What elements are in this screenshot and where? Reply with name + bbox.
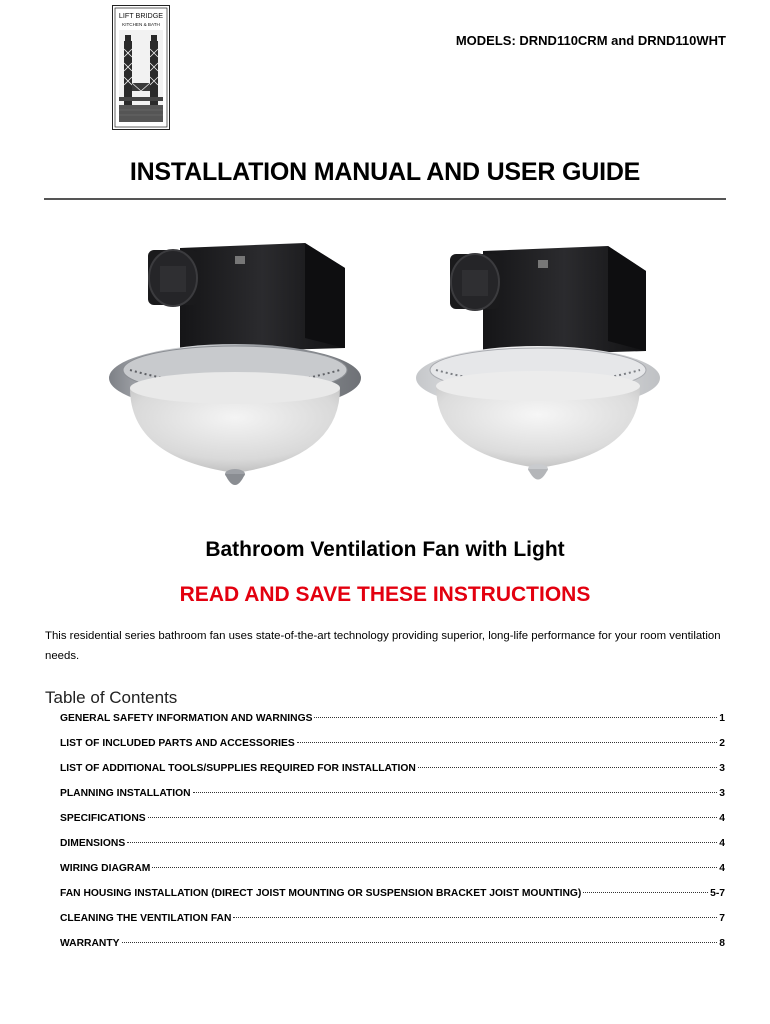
toc-entry[interactable] <box>60 788 725 813</box>
toc-entry-label: PLANNING INSTALLATION <box>60 788 191 799</box>
fan-image-white <box>408 236 670 501</box>
toc-leader <box>418 767 717 768</box>
title-divider <box>44 198 726 200</box>
toc-entry-label: CLEANING THE VENTILATION FAN <box>60 913 232 924</box>
toc-entry[interactable] <box>60 813 725 838</box>
toc-entry-page: 3 <box>719 763 725 774</box>
toc-entry[interactable] <box>60 863 725 888</box>
toc-entry-page: 4 <box>719 863 725 874</box>
table-of-contents <box>60 713 725 963</box>
toc-entry[interactable] <box>60 938 725 963</box>
models-label: MODELS: DRND110CRM and DRND110WHT <box>455 33 726 48</box>
save-instructions-warning: READ AND SAVE THESE INSTRUCTIONS <box>179 583 591 606</box>
toc-entry-page: 3 <box>719 788 725 799</box>
toc-entry[interactable] <box>60 763 725 788</box>
toc-entry-page: 1 <box>719 713 725 724</box>
toc-entry-label: LIST OF ADDITIONAL TOOLS/SUPPLIES REQUIRED FOR INSTALLATION <box>60 763 416 774</box>
toc-entry-label: FAN HOUSING INSTALLATION (DIRECT JOIST MOUNTING OR SUSPENSION BRACKET JOIST MOUNTING) <box>60 888 582 899</box>
toc-leader <box>193 792 718 793</box>
toc-entry-label: GENERAL SAFETY INFORMATION AND WARNINGS <box>60 713 313 724</box>
toc-leader <box>122 942 718 943</box>
toc-entry[interactable] <box>60 913 725 938</box>
toc-entry-page: 4 <box>719 813 725 824</box>
toc-entry-label: WARRANTY <box>60 938 120 949</box>
logo-text-line1: LIFT BRIDGE <box>118 11 164 20</box>
toc-leader <box>314 717 717 718</box>
toc-entry-page: 5-7 <box>710 888 725 899</box>
toc-entry-page: 7 <box>719 913 725 924</box>
toc-leader <box>233 917 717 918</box>
fan-image-chrome <box>100 228 370 503</box>
document-title: INSTALLATION MANUAL AND USER GUIDE <box>129 158 641 186</box>
toc-heading: Table of Contents <box>45 688 178 707</box>
toc-leader <box>127 842 717 843</box>
toc-leader <box>583 892 708 893</box>
product-subtitle: Bathroom Ventilation Fan with Light <box>205 538 565 561</box>
toc-leader <box>297 742 718 743</box>
logo-text-line2: KITCHEN & BATH <box>122 22 160 27</box>
toc-entry-label: WIRING DIAGRAM <box>60 863 151 874</box>
toc-entry[interactable] <box>60 713 725 738</box>
toc-entry-page: 4 <box>719 838 725 849</box>
toc-entry-page: 2 <box>719 738 725 749</box>
intro-paragraph: This residential series bathroom fan uses state-of-the-art technology providing superior, long-life performance for your room ventilation needs. <box>45 630 721 662</box>
toc-entry[interactable] <box>60 738 725 763</box>
toc-entry-page: 8 <box>719 938 725 949</box>
toc-leader <box>152 867 717 868</box>
toc-entry-label: LIST OF INCLUDED PARTS AND ACCESSORIES <box>60 738 295 749</box>
lift-bridge-logo <box>112 5 170 130</box>
toc-leader <box>148 817 718 818</box>
toc-entry[interactable] <box>60 838 725 863</box>
toc-entry-label: SPECIFICATIONS <box>60 813 146 824</box>
toc-entry-label: DIMENSIONS <box>60 838 126 849</box>
toc-entry[interactable] <box>60 888 725 913</box>
